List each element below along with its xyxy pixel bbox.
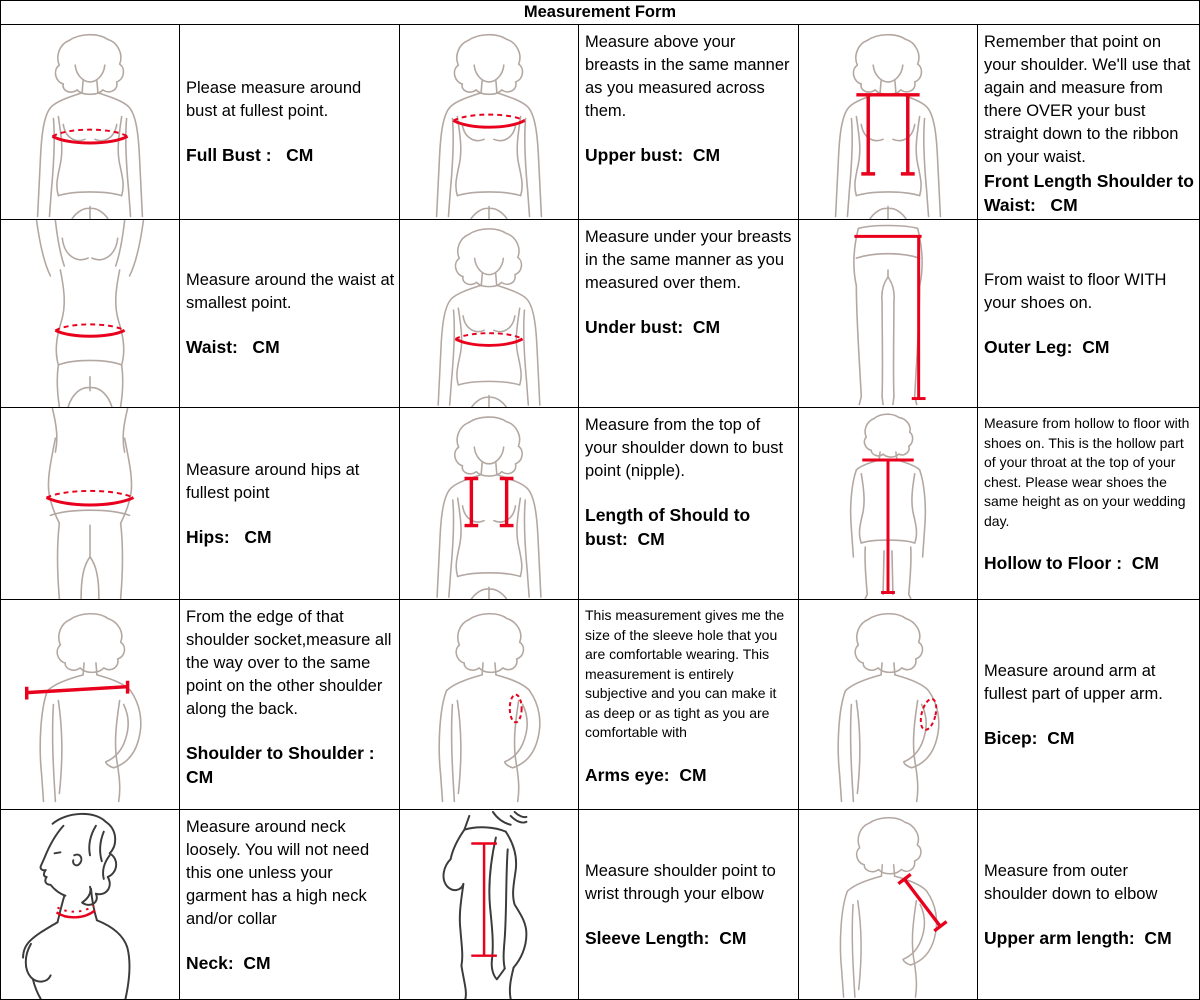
measurement-label: Full Bust : CM bbox=[186, 145, 314, 165]
upper-arm-illustration bbox=[799, 810, 977, 999]
measurement-description: This measurement gives me the size of the sleeve hole that you are comfortable wearing. This measurement is entirely subjective and you can make it as deep or as tight as you are comfortable with bbox=[585, 607, 785, 740]
measurement-description: Measure around arm at fullest part of upper arm. bbox=[984, 661, 1163, 703]
neck-illustration bbox=[1, 810, 179, 999]
measurement-label: Upper bust: CM bbox=[585, 145, 721, 165]
measurement-label: Waist: CM bbox=[186, 336, 280, 357]
sleeve-length-illustration bbox=[400, 810, 578, 999]
shoulder-to-shoulder-cell bbox=[180, 600, 399, 809]
front-length-illustration bbox=[799, 25, 977, 219]
measurement-description: Measure from hollow to floor with shoes on. This is the hollow part of your throat at the top of your chest. Please wear shoes the same height as on your wedding day. bbox=[984, 415, 1190, 529]
measurement-description: Measure from the top of your shoulder down to bust point (nipple). bbox=[585, 416, 784, 480]
waist-illustration bbox=[1, 220, 179, 407]
measurement-description: Measure under your breasts in the same manner as you measured over them. bbox=[585, 228, 792, 292]
hips-cell bbox=[180, 408, 399, 599]
arms-eye-illustration bbox=[400, 600, 578, 809]
measurement-description: Measure around hips at fullest point bbox=[186, 460, 360, 502]
front-length-cell bbox=[978, 25, 1199, 219]
arms-eye-cell bbox=[579, 600, 798, 809]
measurement-label: Under bust: CM bbox=[585, 317, 721, 337]
measurement-description: From waist to floor WITH your shoes on. bbox=[984, 270, 1167, 312]
measurement-label: Neck: CM bbox=[186, 953, 271, 973]
measurement-label: Sleeve Length: CM bbox=[585, 927, 747, 948]
under-bust-cell bbox=[579, 220, 798, 407]
measurement-label: Hips: CM bbox=[186, 526, 272, 547]
measurement-description: Please measure around bust at fullest point. bbox=[186, 79, 362, 120]
measurement-label: Bicep: CM bbox=[984, 727, 1075, 748]
measurement-description: Measure around neck loosely. You will not need this one unless your garment has a high neck and/or collar bbox=[186, 818, 370, 928]
neck-cell bbox=[180, 810, 399, 999]
full-bust-illustration bbox=[1, 25, 179, 219]
upper-arm-cell bbox=[978, 810, 1199, 999]
measurement-label: Length of Should to bust: CM bbox=[585, 505, 751, 549]
measurement-description: From the edge of that shoulder socket,measure all the way over to the same point on the other shoulder along the back. bbox=[186, 608, 392, 718]
measurement-label: Outer Leg: CM bbox=[984, 336, 1110, 357]
bicep-cell bbox=[978, 600, 1199, 809]
outer-leg-cell bbox=[978, 220, 1199, 407]
hips-illustration bbox=[1, 408, 179, 599]
hollow-to-floor-cell bbox=[978, 408, 1199, 599]
outer-leg-illustration bbox=[799, 220, 977, 407]
measurement-label: Hollow to Floor : CM bbox=[984, 553, 1159, 573]
upper-bust-cell bbox=[579, 25, 798, 219]
measurement-label: Shoulder to Shoulder : CM bbox=[186, 743, 375, 787]
shoulder-to-bust-illustration bbox=[400, 408, 578, 599]
full-bust-cell bbox=[180, 25, 399, 219]
measurement-description: Measure from outer shoulder down to elbow bbox=[984, 861, 1158, 903]
sleeve-length-cell bbox=[579, 810, 798, 999]
shoulder-to-shoulder-illustration bbox=[1, 600, 179, 809]
bicep-illustration bbox=[799, 600, 977, 809]
measurement-description: Measure around the waist at smallest point. bbox=[186, 270, 395, 312]
measurement-description: Measure shoulder point to wrist through your elbow bbox=[585, 861, 776, 903]
shoulder-to-bust-cell bbox=[579, 408, 798, 599]
measurement-label: Upper arm length: CM bbox=[984, 927, 1172, 948]
measurement-label: Arms eye: CM bbox=[585, 764, 707, 785]
upper-bust-illustration bbox=[400, 25, 578, 219]
measurement-label: Front Length Shoulder to Waist: CM bbox=[984, 171, 1194, 215]
page-title: Measurement Form bbox=[1, 1, 1199, 24]
measurement-description: Remember that point on your shoulder. We'll use that again and measure from there OVER your bust straight down to the ribbon on your waist. bbox=[984, 33, 1191, 166]
measurement-description: Measure above your breasts in the same manner as you measured across them. bbox=[585, 33, 790, 120]
hollow-to-floor-illustration bbox=[799, 408, 977, 599]
under-bust-illustration bbox=[400, 220, 578, 407]
waist-cell bbox=[180, 220, 399, 407]
